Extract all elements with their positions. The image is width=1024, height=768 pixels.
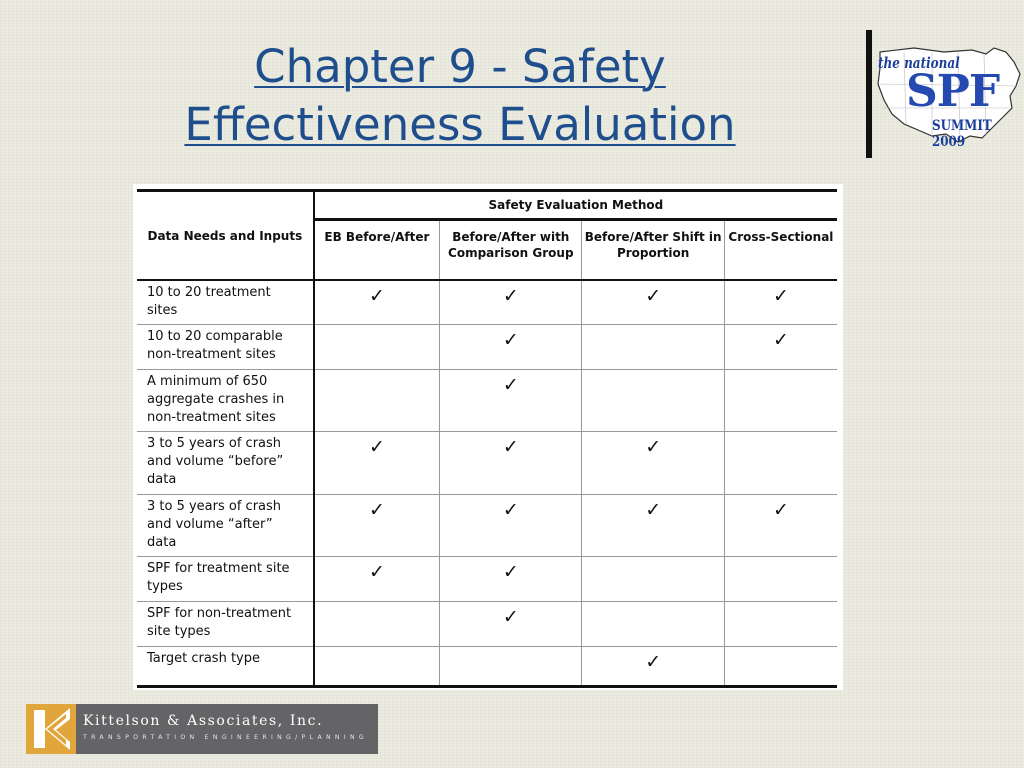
- checkmark-cell: ✓: [440, 369, 582, 431]
- checkmark-cell: ✓: [582, 431, 724, 494]
- table-row: [137, 431, 837, 494]
- empty-cell: [582, 369, 724, 431]
- logo-divider-bar: [866, 30, 872, 158]
- empty-cell: [314, 601, 440, 646]
- checkmark-cell: ✓: [314, 494, 440, 556]
- row-label: 3 to 5 years of crash and volume “before” data: [147, 435, 284, 487]
- table-row: [137, 556, 837, 601]
- checkmark-cell: ✓: [440, 601, 582, 646]
- method-group-header: Safety Evaluation Method: [314, 191, 837, 220]
- evaluation-method-table: [137, 189, 837, 688]
- row-label: 10 to 20 treatment sites: [147, 285, 271, 318]
- slide-title-line1: Chapter 9 - Safety: [254, 40, 666, 93]
- logo-top-text: the national: [878, 54, 960, 72]
- empty-cell: [724, 431, 837, 494]
- checkmark-cell: ✓: [724, 280, 837, 324]
- logo-main-text: SPF: [906, 66, 1000, 117]
- checkmark-cell: ✓: [582, 494, 724, 556]
- empty-cell: [314, 369, 440, 431]
- logo-bottom-text: SUMMIT 2009: [932, 118, 992, 150]
- column-header: Before/After with Comparison Group: [440, 220, 582, 281]
- company-tagline: TRANSPORTATION ENGINEERING/PLANNING: [83, 734, 368, 741]
- empty-cell: [582, 601, 724, 646]
- slide-title-line2: Effectiveness Evaluation: [184, 98, 736, 151]
- checkmark-cell: ✓: [440, 431, 582, 494]
- checkmark-cell: ✓: [314, 556, 440, 601]
- empty-cell: [724, 646, 837, 686]
- spf-summit-logo: [866, 30, 1024, 160]
- row-label: 10 to 20 comparable non-treatment sites: [147, 328, 283, 362]
- column-header: Cross-Sectional: [724, 220, 837, 281]
- table-row: [137, 369, 837, 431]
- empty-cell: [724, 556, 837, 601]
- checkmark-cell: ✓: [582, 280, 724, 324]
- table-row: [137, 324, 837, 369]
- table-row: [137, 601, 837, 646]
- checkmark-cell: ✓: [314, 280, 440, 324]
- company-name: Kittelson & Associates, Inc.: [83, 713, 324, 729]
- checkmark-cell: ✓: [440, 280, 582, 324]
- column-header: Before/After Shift in Proportion: [582, 220, 724, 281]
- empty-cell: [314, 646, 440, 686]
- checkmark-cell: ✓: [314, 431, 440, 494]
- checkmark-cell: ✓: [582, 646, 724, 686]
- empty-cell: [582, 324, 724, 369]
- checkmark-cell: ✓: [440, 324, 582, 369]
- checkmark-cell: ✓: [440, 494, 582, 556]
- kittelson-footer-logo: [26, 704, 378, 754]
- row-label: SPF for non-treatment site types: [147, 605, 292, 639]
- column-header: EB Before/After: [314, 220, 440, 281]
- table-row: [137, 494, 837, 556]
- checkmark-cell: ✓: [440, 556, 582, 601]
- k-monogram-icon: [26, 704, 76, 754]
- empty-cell: [440, 646, 582, 686]
- slide-title: [40, 38, 880, 154]
- table-body: [137, 280, 837, 686]
- table-panel: [133, 184, 843, 690]
- data-needs-header: Data Needs and Inputs: [137, 191, 314, 281]
- checkmark-cell: ✓: [724, 324, 837, 369]
- row-label: SPF for treatment site types: [147, 560, 290, 594]
- checkmark-cell: ✓: [724, 494, 837, 556]
- empty-cell: [724, 369, 837, 431]
- row-label: Target crash type: [147, 650, 260, 666]
- row-label: 3 to 5 years of crash and volume “after” data: [147, 498, 282, 550]
- row-label: A minimum of 650 aggregate crashes in non-treatment sites: [147, 373, 285, 425]
- empty-cell: [314, 324, 440, 369]
- empty-cell: [724, 601, 837, 646]
- table-row: [137, 646, 837, 686]
- empty-cell: [582, 556, 724, 601]
- table-row: [137, 280, 837, 324]
